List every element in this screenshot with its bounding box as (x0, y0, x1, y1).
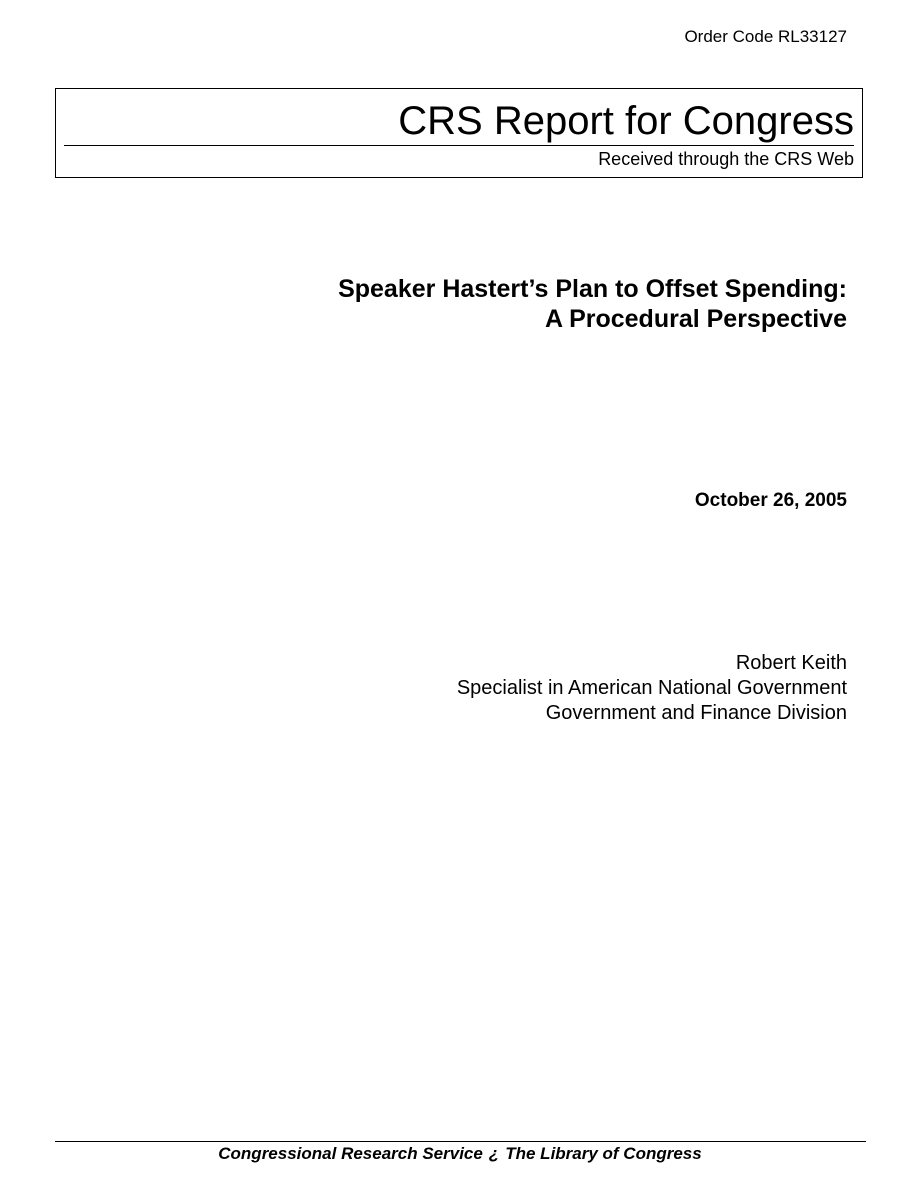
report-title-line: Speaker Hastert’s Plan to Offset Spending: (338, 275, 847, 303)
footer-organization: Congressional Research Service (218, 1144, 483, 1163)
report-header-box (55, 88, 863, 178)
author-name: Robert Keith (735, 652, 847, 674)
order-code: Order Code RL33127 (684, 27, 847, 46)
author-position: Specialist in American National Government (456, 677, 847, 699)
footer-library: The Library of Congress (505, 1144, 702, 1163)
footer-separator: ¿ (488, 1144, 500, 1163)
author-division: Government and Finance Division (545, 702, 847, 724)
author-block (457, 651, 847, 726)
report-date: October 26, 2005 (694, 490, 847, 511)
report-title (338, 274, 847, 334)
footer (0, 1143, 920, 1165)
header-divider (64, 145, 854, 146)
report-series-title: CRS Report for Congress (398, 99, 854, 143)
footer-divider (55, 1141, 866, 1142)
report-title-line: A Procedural Perspective (545, 305, 847, 333)
report-series-subtitle: Received through the CRS Web (598, 149, 854, 169)
